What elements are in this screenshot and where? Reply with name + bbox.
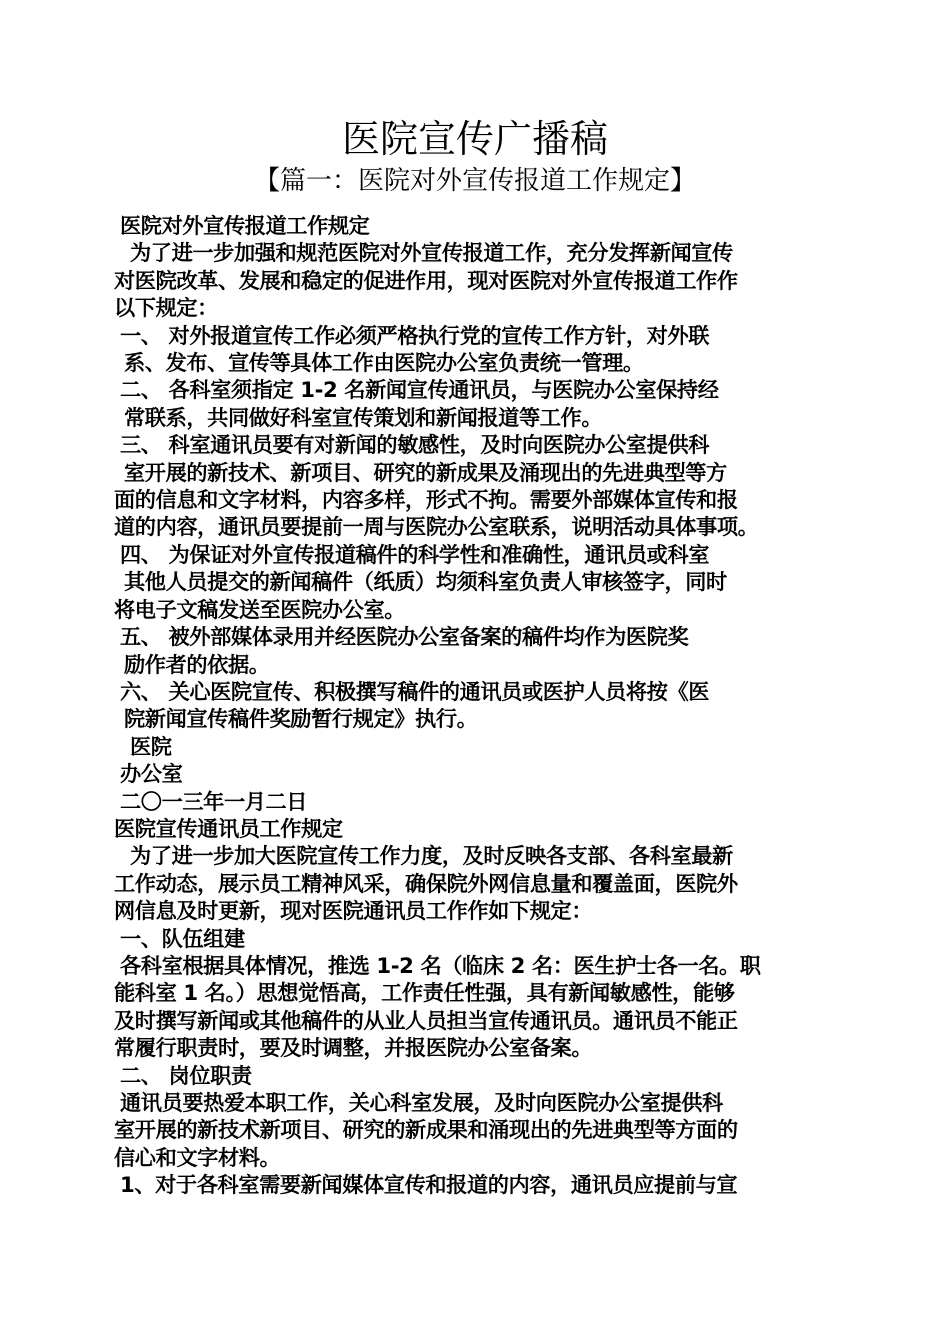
paragraph-line: 常履行职责时，要及时调整，并报医院办公室备案。 (114, 1035, 593, 1061)
paragraph-line: 以下规定： (114, 295, 218, 321)
paragraph-line: 通讯员要热爱本职工作，关心科室发展，及时向医院办公室提供科 (120, 1090, 723, 1115)
paragraph-line: 道的内容，通讯员要提前一周与医院办公室联系，说明活动具体事项。 (114, 514, 759, 540)
paragraph-line: 及时撰写新闻或其他稿件的从业人员担当宣传通讯员。通讯员不能正 (114, 1007, 738, 1033)
paragraph-line: 六、 关心医院宣传、积极撰写稿件的通讯员或医护人员将按《医 (120, 678, 710, 704)
paragraph-line: 一、 对外报道宣传工作必须严格执行党的宣传工作方针，对外联 (120, 322, 710, 348)
paragraph-line: 三、 科室通讯员要有对新闻的敏感性，及时向医院办公室提供科 (120, 432, 710, 458)
paragraph-line: 励作者的依据。 (124, 651, 270, 677)
paragraph-line: 室开展的新技术、新项目、研究的新成果及涌现出的先进典型等方 (124, 459, 727, 485)
document-title: 医院宣传广播稿 (341, 117, 608, 161)
paragraph-line: 常联系，共同做好科室宣传策划和新闻报道等工作。 (124, 404, 603, 430)
paragraph-line: 二、 各科室须指定 1-2 名新闻宣传通讯员，与医院办公室保持经 (120, 377, 719, 403)
document-subtitle: 【篇一：医院对外宣传报道工作规定】 (253, 166, 696, 196)
paragraph-line: 四、 为保证对外宣传报道稿件的科学性和准确性，通讯员或科室 (120, 541, 710, 567)
document-body (114, 212, 854, 1199)
paragraph-line: 各科室根据具体情况，推选 1-2 名（临床 2 名：医生护士各一名。职 (120, 952, 761, 978)
paragraph-line: 为了进一步加强和规范医院对外宣传报道工作，充分发挥新闻宣传 (130, 240, 733, 266)
signature-line: 医院 (130, 733, 172, 759)
paragraph-line: 为了进一步加大医院宣传工作力度，及时反映各支部、各科室最新 (130, 843, 733, 869)
section-heading: 医院对外宣传报道工作规定 (120, 213, 370, 238)
paragraph-line: 院新闻宣传稿件奖励暂行规定》执行。 (124, 706, 478, 732)
subsection-heading: 二、 岗位职责 (120, 1062, 252, 1088)
paragraph-line: 五、 被外部媒体录用并经医院办公室备案的稿件均作为医院奖 (120, 624, 689, 650)
paragraph-line: 能科室 1 名。）思想觉悟高，工作责任性强，具有新闻敏感性，能够 (114, 980, 735, 1006)
paragraph-line: 面的信息和文字材料，内容多样，形式不拘。需要外部媒体宣传和报 (114, 487, 738, 513)
paragraph-line: 其他人员提交的新闻稿件（纸质）均须科室负责人审核签字，同时 (124, 569, 727, 595)
paragraph-line: 室开展的新技术新项目、研究的新成果和涌现出的先进典型等方面的 (114, 1117, 738, 1143)
paragraph-line: 系、发布、宣传等具体工作由医院办公室负责统一管理。 (124, 350, 644, 376)
paragraph-line: 信心和文字材料。 (114, 1144, 281, 1170)
paragraph-line: 工作动态，展示员工精神风采，确保院外网信息量和覆盖面，医院外 (114, 870, 738, 896)
paragraph-line: 1、对于各科室需要新闻媒体宣传和报道的内容，通讯员应提前与宣 (120, 1172, 738, 1198)
subsection-heading: 一、队伍组建 (120, 925, 245, 951)
paragraph-line: 对医院改革、发展和稳定的促进作用，现对医院对外宣传报道工作作 (114, 267, 738, 293)
section-heading: 医院宣传通讯员工作规定 (114, 815, 343, 841)
paragraph-line: 网信息及时更新，现对医院通讯员工作作如下规定： (114, 898, 593, 924)
signature-line: 办公室 (120, 761, 183, 787)
paragraph-line: 将电子文稿发送至医院办公室。 (114, 596, 406, 622)
date-line: 二〇一三年一月二日 (120, 788, 308, 814)
